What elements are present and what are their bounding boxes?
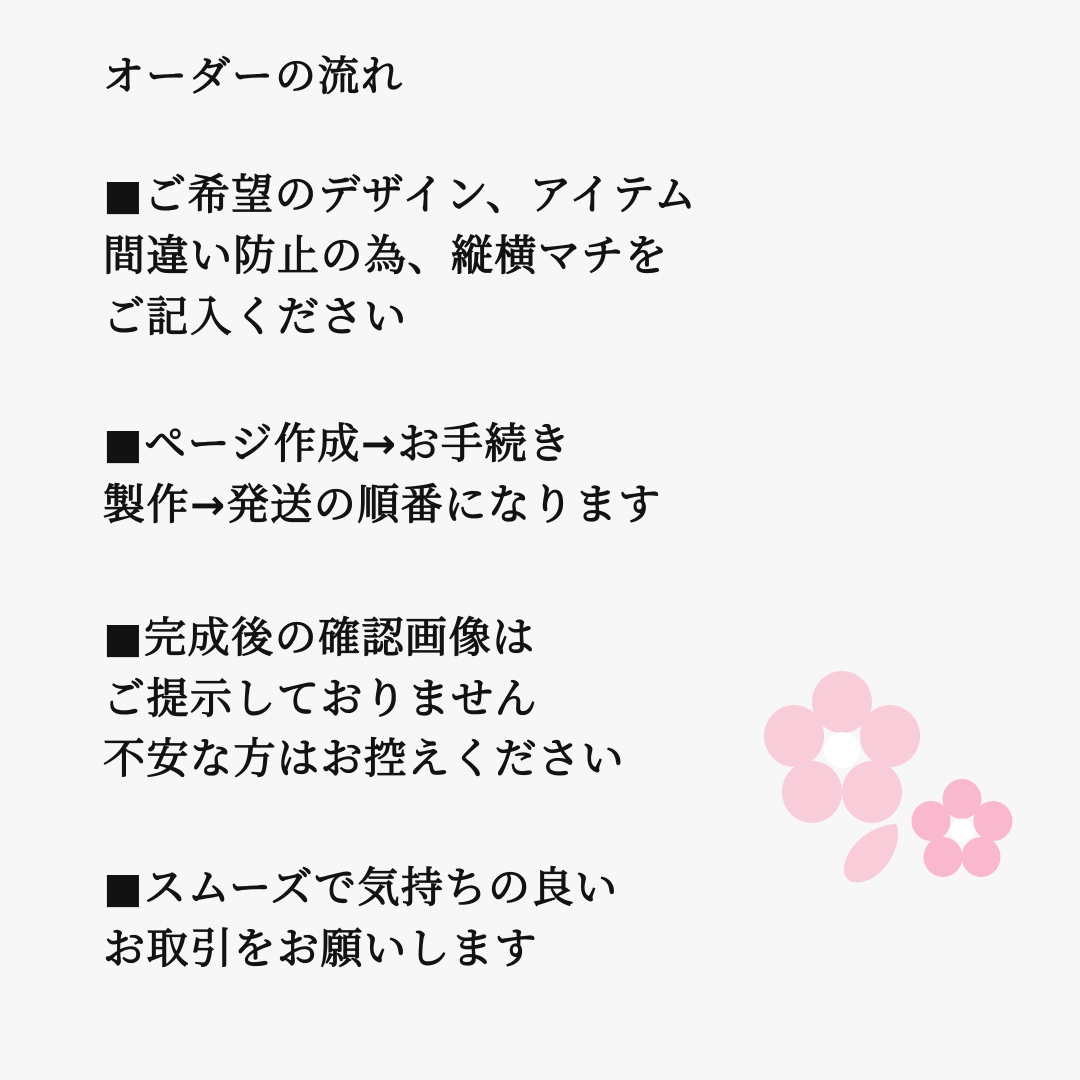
section-line: お取引をお願いします — [103, 924, 539, 974]
section-line: ■ご希望のデザイン、アイテム — [103, 170, 698, 220]
section-smooth-transaction — [103, 858, 1003, 980]
document-content — [103, 52, 1003, 980]
section-line: 間違い防止の為、縦横マチを — [103, 231, 669, 281]
page-title: オーダーの流れ — [103, 52, 404, 100]
section-line: ■完成後の確認画像は — [103, 612, 536, 662]
section-no-preview — [103, 608, 1003, 791]
section-line: 不安な方はお控えください — [103, 734, 626, 784]
section-design-request — [103, 165, 1003, 348]
section-line: 製作→発送の順番になります — [103, 479, 662, 529]
section-order-steps — [103, 414, 1003, 536]
section-line: ご記入ください — [103, 291, 408, 341]
section-line: ■ページ作成→お手続き — [103, 418, 572, 468]
section-line: ■スムーズで気持ちの良い — [103, 863, 619, 913]
section-line: ご提示しておりません — [103, 673, 539, 723]
